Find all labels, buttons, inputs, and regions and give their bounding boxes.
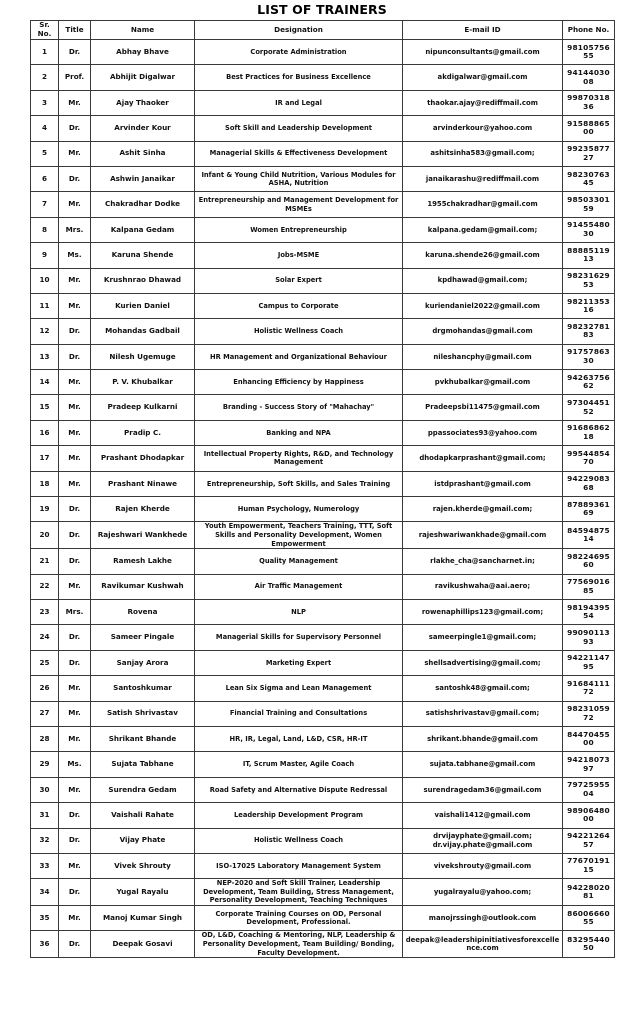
cell-designation: Human Psychology, Numerology — [195, 497, 403, 522]
cell-phone: 7972595504 — [563, 777, 615, 802]
cell-phone: 9168686218 — [563, 420, 615, 445]
page-title: LIST OF TRAINERS — [257, 2, 387, 17]
table-row — [31, 344, 615, 369]
cell-srno: 5 — [31, 141, 59, 166]
cell-srno: 30 — [31, 777, 59, 802]
cell-designation: HR Management and Organizational Behaviour — [195, 344, 403, 369]
cell-designation: Jobs-MSME — [195, 243, 403, 268]
cell-srno: 9 — [31, 243, 59, 268]
cell-srno: 13 — [31, 344, 59, 369]
cell-email: kuriendaniel2022@gmail.com — [403, 293, 563, 318]
cell-name: Rajen Kherde — [91, 497, 195, 522]
cell-title: Prof. — [59, 65, 91, 90]
cell-phone: 9823076345 — [563, 166, 615, 191]
cell-email: akdigalwar@gmail.com — [403, 65, 563, 90]
table-row — [31, 599, 615, 624]
cell-title: Mr. — [59, 370, 91, 395]
cell-designation: Quality Management — [195, 549, 403, 574]
cell-designation: Youth Empowerment, Teachers Training, TTT, Soft Skills and Personality Development, Women Empowerment — [195, 522, 403, 549]
cell-srno: 7 — [31, 192, 59, 217]
cell-title: Dr. — [59, 319, 91, 344]
table-row — [31, 650, 615, 675]
header-row — [31, 21, 615, 40]
cell-title: Dr. — [59, 344, 91, 369]
cell-email: vaishali1412@gmail.com — [403, 803, 563, 828]
cell-title: Mr. — [59, 701, 91, 726]
cell-name: Karuna Shende — [91, 243, 195, 268]
col-header-name: Name — [91, 21, 195, 40]
table-row — [31, 879, 615, 906]
table-row — [31, 217, 615, 242]
cell-phone: 8447045500 — [563, 726, 615, 751]
cell-designation: Corporate Administration — [195, 40, 403, 65]
cell-designation: IR and Legal — [195, 90, 403, 115]
table-row — [31, 931, 615, 958]
cell-designation: Leadership Development Program — [195, 803, 403, 828]
col-header-srno: Sr. No. — [31, 21, 59, 40]
table-row — [31, 574, 615, 599]
table-row — [31, 420, 615, 445]
cell-email: ppassociates93@yahoo.com — [403, 420, 563, 445]
cell-phone: 9422908368 — [563, 471, 615, 496]
cell-email: santoshk48@gmail.com; — [403, 676, 563, 701]
cell-title: Mr. — [59, 471, 91, 496]
table-row — [31, 166, 615, 191]
cell-designation: Banking and NPA — [195, 420, 403, 445]
cell-phone: 8888511913 — [563, 243, 615, 268]
cell-designation: Road Safety and Alternative Dispute Redressal — [195, 777, 403, 802]
cell-srno: 22 — [31, 574, 59, 599]
cell-phone: 7756901685 — [563, 574, 615, 599]
cell-title: Mr. — [59, 676, 91, 701]
cell-phone: 9422114795 — [563, 650, 615, 675]
cell-phone: 9422802081 — [563, 879, 615, 906]
cell-name: Chakradhar Dodke — [91, 192, 195, 217]
table-row — [31, 625, 615, 650]
cell-title: Dr. — [59, 828, 91, 853]
table-row — [31, 803, 615, 828]
cell-designation: Financial Training and Consultations — [195, 701, 403, 726]
cell-name: Mohandas Gadbail — [91, 319, 195, 344]
cell-srno: 27 — [31, 701, 59, 726]
cell-name: Abhay Bhave — [91, 40, 195, 65]
cell-srno: 1 — [31, 40, 59, 65]
cell-name: Kalpana Gedam — [91, 217, 195, 242]
cell-designation: Soft Skill and Leadership Development — [195, 116, 403, 141]
trainers-table — [30, 20, 615, 958]
cell-srno: 8 — [31, 217, 59, 242]
cell-email: kpdhawad@gmail.com; — [403, 268, 563, 293]
cell-name: Sujata Tabhane — [91, 752, 195, 777]
cell-title: Mr. — [59, 293, 91, 318]
table-row — [31, 40, 615, 65]
table-row — [31, 90, 615, 115]
cell-designation: Best Practices for Business Excellence — [195, 65, 403, 90]
cell-name: Krushnrao Dhawad — [91, 268, 195, 293]
cell-email: deepak@leadershipinitiativesforexcellence.com — [403, 931, 563, 958]
cell-designation: NEP-2020 and Soft Skill Trainer, Leadership Development, Team Building, Stress Management, Personality Development, Teaching Techniques — [195, 879, 403, 906]
cell-designation: NLP — [195, 599, 403, 624]
cell-srno: 23 — [31, 599, 59, 624]
cell-title: Dr. — [59, 803, 91, 828]
cell-name: Pradeep Kulkarni — [91, 395, 195, 420]
cell-email: 1955chakradhar@gmail.com — [403, 192, 563, 217]
cell-title: Ms. — [59, 243, 91, 268]
table-row — [31, 726, 615, 751]
table-row — [31, 752, 615, 777]
table-row — [31, 522, 615, 549]
cell-designation: Corporate Training Courses on OD, Personal Development, Professional. — [195, 906, 403, 931]
col-header-title: Title — [59, 21, 91, 40]
table-row — [31, 370, 615, 395]
table-row — [31, 906, 615, 931]
cell-srno: 4 — [31, 116, 59, 141]
cell-srno: 21 — [31, 549, 59, 574]
cell-email: karuna.shende26@gmail.com — [403, 243, 563, 268]
table-row — [31, 549, 615, 574]
cell-designation: Managerial Skills for Supervisory Personnel — [195, 625, 403, 650]
table-row — [31, 777, 615, 802]
cell-phone: 9175786330 — [563, 344, 615, 369]
col-header-phone: Phone No. — [563, 21, 615, 40]
cell-name: Satish Shrivastav — [91, 701, 195, 726]
cell-srno: 6 — [31, 166, 59, 191]
cell-name: Vaishali Rahate — [91, 803, 195, 828]
cell-phone: 8600666055 — [563, 906, 615, 931]
cell-phone: 9890648000 — [563, 803, 615, 828]
cell-name: Rovena — [91, 599, 195, 624]
cell-email: pvkhubalkar@gmail.com — [403, 370, 563, 395]
cell-title: Mr. — [59, 420, 91, 445]
cell-email: shellsadvertising@gmail.com; — [403, 650, 563, 675]
table-row — [31, 446, 615, 471]
cell-name: Yugal Rayalu — [91, 879, 195, 906]
cell-phone: 9850330159 — [563, 192, 615, 217]
cell-srno: 25 — [31, 650, 59, 675]
cell-designation: Infant & Young Child Nutrition, Various Modules for ASHA, Nutrition — [195, 166, 403, 191]
cell-srno: 11 — [31, 293, 59, 318]
table-row — [31, 471, 615, 496]
cell-email: satishshrivastav@gmail.com; — [403, 701, 563, 726]
cell-title: Mrs. — [59, 599, 91, 624]
cell-email: sujata.tabhane@gmail.com — [403, 752, 563, 777]
cell-name: Prashant Dhodapkar — [91, 446, 195, 471]
cell-name: Sanjay Arora — [91, 650, 195, 675]
cell-designation: Lean Six Sigma and Lean Management — [195, 676, 403, 701]
cell-phone: 9168411172 — [563, 676, 615, 701]
cell-email: kalpana.gedam@gmail.com; — [403, 217, 563, 242]
cell-name: Shrikant Bhande — [91, 726, 195, 751]
cell-name: Sameer Pingale — [91, 625, 195, 650]
cell-designation: Campus to Corporate — [195, 293, 403, 318]
cell-name: Ravikumar Kushwah — [91, 574, 195, 599]
cell-srno: 31 — [31, 803, 59, 828]
cell-title: Mr. — [59, 574, 91, 599]
table-row — [31, 293, 615, 318]
cell-designation: Women Entrepreneurship — [195, 217, 403, 242]
cell-email: shrikant.bhande@gmail.com — [403, 726, 563, 751]
cell-srno: 12 — [31, 319, 59, 344]
col-header-designation: Designation — [195, 21, 403, 40]
cell-designation: ISO-17025 Laboratory Management System — [195, 853, 403, 878]
cell-name: Rajeshwari Wankhede — [91, 522, 195, 549]
cell-email: thaokar.ajay@rediffmail.com — [403, 90, 563, 115]
cell-name: Vijay Phate — [91, 828, 195, 853]
cell-email: vivekshrouty@gmail.com — [403, 853, 563, 878]
cell-designation: Entrepreneurship and Management Development for MSMEs — [195, 192, 403, 217]
cell-email: dhodapkarprashant@gmail.com; — [403, 446, 563, 471]
cell-email: nileshancphy@gmail.com — [403, 344, 563, 369]
cell-email: manojrssingh@outlook.com — [403, 906, 563, 931]
cell-title: Mr. — [59, 395, 91, 420]
cell-title: Dr. — [59, 549, 91, 574]
table-row — [31, 701, 615, 726]
cell-name: Pradip C. — [91, 420, 195, 445]
cell-phone: 9823278183 — [563, 319, 615, 344]
cell-phone: 7767019115 — [563, 853, 615, 878]
cell-name: Ashwin Janaikar — [91, 166, 195, 191]
cell-srno: 16 — [31, 420, 59, 445]
cell-phone: 9730445152 — [563, 395, 615, 420]
cell-srno: 18 — [31, 471, 59, 496]
cell-designation: IT, Scrum Master, Agile Coach — [195, 752, 403, 777]
cell-phone: 9822469560 — [563, 549, 615, 574]
cell-phone: 9909011393 — [563, 625, 615, 650]
cell-designation: Branding - Success Story of "Mahachay" — [195, 395, 403, 420]
cell-phone: 9810575655 — [563, 40, 615, 65]
cell-phone: 9823162953 — [563, 268, 615, 293]
cell-email: drvijayphate@gmail.com; dr.vijay.phate@gmail.com — [403, 828, 563, 853]
cell-srno: 28 — [31, 726, 59, 751]
cell-name: Ashit Sinha — [91, 141, 195, 166]
cell-designation: Holistic Wellness Coach — [195, 828, 403, 853]
cell-phone: 9426375662 — [563, 370, 615, 395]
cell-title: Dr. — [59, 522, 91, 549]
cell-title: Mr. — [59, 192, 91, 217]
cell-title: Mr. — [59, 90, 91, 115]
cell-phone: 9819439554 — [563, 599, 615, 624]
cell-title: Dr. — [59, 931, 91, 958]
table-row — [31, 853, 615, 878]
table-row — [31, 141, 615, 166]
table-row — [31, 319, 615, 344]
table-row — [31, 828, 615, 853]
cell-srno: 29 — [31, 752, 59, 777]
trainers-table-body — [31, 40, 615, 958]
cell-name: Nilesh Ugemuge — [91, 344, 195, 369]
cell-email: janaikarashu@rediffmail.com — [403, 166, 563, 191]
cell-designation: OD, L&D, Coaching & Mentoring, NLP, Leadership & Personality Development, Team Building/ Bonding, Faculty Development. — [195, 931, 403, 958]
cell-title: Dr. — [59, 879, 91, 906]
cell-phone: 9821135316 — [563, 293, 615, 318]
cell-title: Dr. — [59, 166, 91, 191]
cell-email: ashitsinha583@gmail.com; — [403, 141, 563, 166]
cell-srno: 15 — [31, 395, 59, 420]
cell-phone: 8329544050 — [563, 931, 615, 958]
cell-email: sameerpingle1@gmail.com; — [403, 625, 563, 650]
table-row — [31, 676, 615, 701]
cell-designation: HR, IR, Legal, Land, L&D, CSR, HR-IT — [195, 726, 403, 751]
cell-srno: 36 — [31, 931, 59, 958]
cell-email: drgmohandas@gmail.com — [403, 319, 563, 344]
cell-email: rowenaphillips123@gmail.com; — [403, 599, 563, 624]
cell-name: Ramesh Lakhe — [91, 549, 195, 574]
cell-phone: 9823105972 — [563, 701, 615, 726]
cell-srno: 19 — [31, 497, 59, 522]
cell-phone: 9421807397 — [563, 752, 615, 777]
cell-email: rajeshwariwankhade@gmail.com — [403, 522, 563, 549]
cell-email: nipunconsultants@gmail.com — [403, 40, 563, 65]
cell-phone: 9414403008 — [563, 65, 615, 90]
cell-title: Mr. — [59, 141, 91, 166]
cell-title: Dr. — [59, 497, 91, 522]
cell-designation: Enhancing Efficiency by Happiness — [195, 370, 403, 395]
cell-srno: 3 — [31, 90, 59, 115]
cell-designation: Holistic Wellness Coach — [195, 319, 403, 344]
cell-title: Mr. — [59, 268, 91, 293]
cell-designation: Solar Expert — [195, 268, 403, 293]
cell-srno: 32 — [31, 828, 59, 853]
cell-phone: 9987031836 — [563, 90, 615, 115]
cell-phone: 8788936169 — [563, 497, 615, 522]
cell-name: Kurien Daniel — [91, 293, 195, 318]
cell-name: Vivek Shrouty — [91, 853, 195, 878]
cell-designation: Intellectual Property Rights, R&D, and Technology Management — [195, 446, 403, 471]
cell-email: istdprashant@gmail.com — [403, 471, 563, 496]
table-row — [31, 116, 615, 141]
table-row — [31, 192, 615, 217]
cell-srno: 24 — [31, 625, 59, 650]
cell-name: Surendra Gedam — [91, 777, 195, 802]
table-row — [31, 65, 615, 90]
cell-email: Pradeepsbi11475@gmail.com — [403, 395, 563, 420]
col-header-email: E-mail ID — [403, 21, 563, 40]
cell-srno: 20 — [31, 522, 59, 549]
cell-srno: 34 — [31, 879, 59, 906]
cell-phone: 8459487514 — [563, 522, 615, 549]
cell-phone: 9145548030 — [563, 217, 615, 242]
cell-designation: Managerial Skills & Effectiveness Development — [195, 141, 403, 166]
table-row — [31, 243, 615, 268]
cell-title: Mr. — [59, 853, 91, 878]
cell-email: surendragedam36@gmail.com — [403, 777, 563, 802]
cell-srno: 14 — [31, 370, 59, 395]
cell-email: ravikushwaha@aai.aero; — [403, 574, 563, 599]
cell-srno: 26 — [31, 676, 59, 701]
cell-designation: Air Traffic Management — [195, 574, 403, 599]
cell-name: Santoshkumar — [91, 676, 195, 701]
cell-email: arvinderkour@yahoo.com — [403, 116, 563, 141]
cell-name: Ajay Thaoker — [91, 90, 195, 115]
cell-srno: 33 — [31, 853, 59, 878]
cell-phone: 9422126457 — [563, 828, 615, 853]
cell-phone: 9923587727 — [563, 141, 615, 166]
cell-title: Ms. — [59, 752, 91, 777]
cell-name: Prashant Ninawe — [91, 471, 195, 496]
table-row — [31, 268, 615, 293]
cell-srno: 17 — [31, 446, 59, 471]
cell-title: Dr. — [59, 650, 91, 675]
cell-srno: 2 — [31, 65, 59, 90]
cell-title: Dr. — [59, 116, 91, 141]
cell-title: Mr. — [59, 777, 91, 802]
cell-title: Dr. — [59, 40, 91, 65]
cell-srno: 35 — [31, 906, 59, 931]
cell-name: Arvinder Kour — [91, 116, 195, 141]
cell-srno: 10 — [31, 268, 59, 293]
cell-email: rajen.kherde@gmail.com; — [403, 497, 563, 522]
cell-email: yugalrayalu@yahoo.com; — [403, 879, 563, 906]
cell-designation: Entrepreneurship, Soft Skills, and Sales Training — [195, 471, 403, 496]
cell-title: Mr. — [59, 446, 91, 471]
cell-name: Manoj Kumar Singh — [91, 906, 195, 931]
cell-title: Mr. — [59, 726, 91, 751]
cell-name: P. V. Khubalkar — [91, 370, 195, 395]
table-row — [31, 395, 615, 420]
cell-phone: 9158886500 — [563, 116, 615, 141]
cell-title: Mr. — [59, 906, 91, 931]
cell-phone: 9954485470 — [563, 446, 615, 471]
cell-name: Deepak Gosavi — [91, 931, 195, 958]
cell-email: rlakhe_cha@sancharnet.in; — [403, 549, 563, 574]
table-row — [31, 497, 615, 522]
cell-designation: Marketing Expert — [195, 650, 403, 675]
cell-name: Abhijit Digalwar — [91, 65, 195, 90]
cell-title: Dr. — [59, 625, 91, 650]
cell-title: Mrs. — [59, 217, 91, 242]
